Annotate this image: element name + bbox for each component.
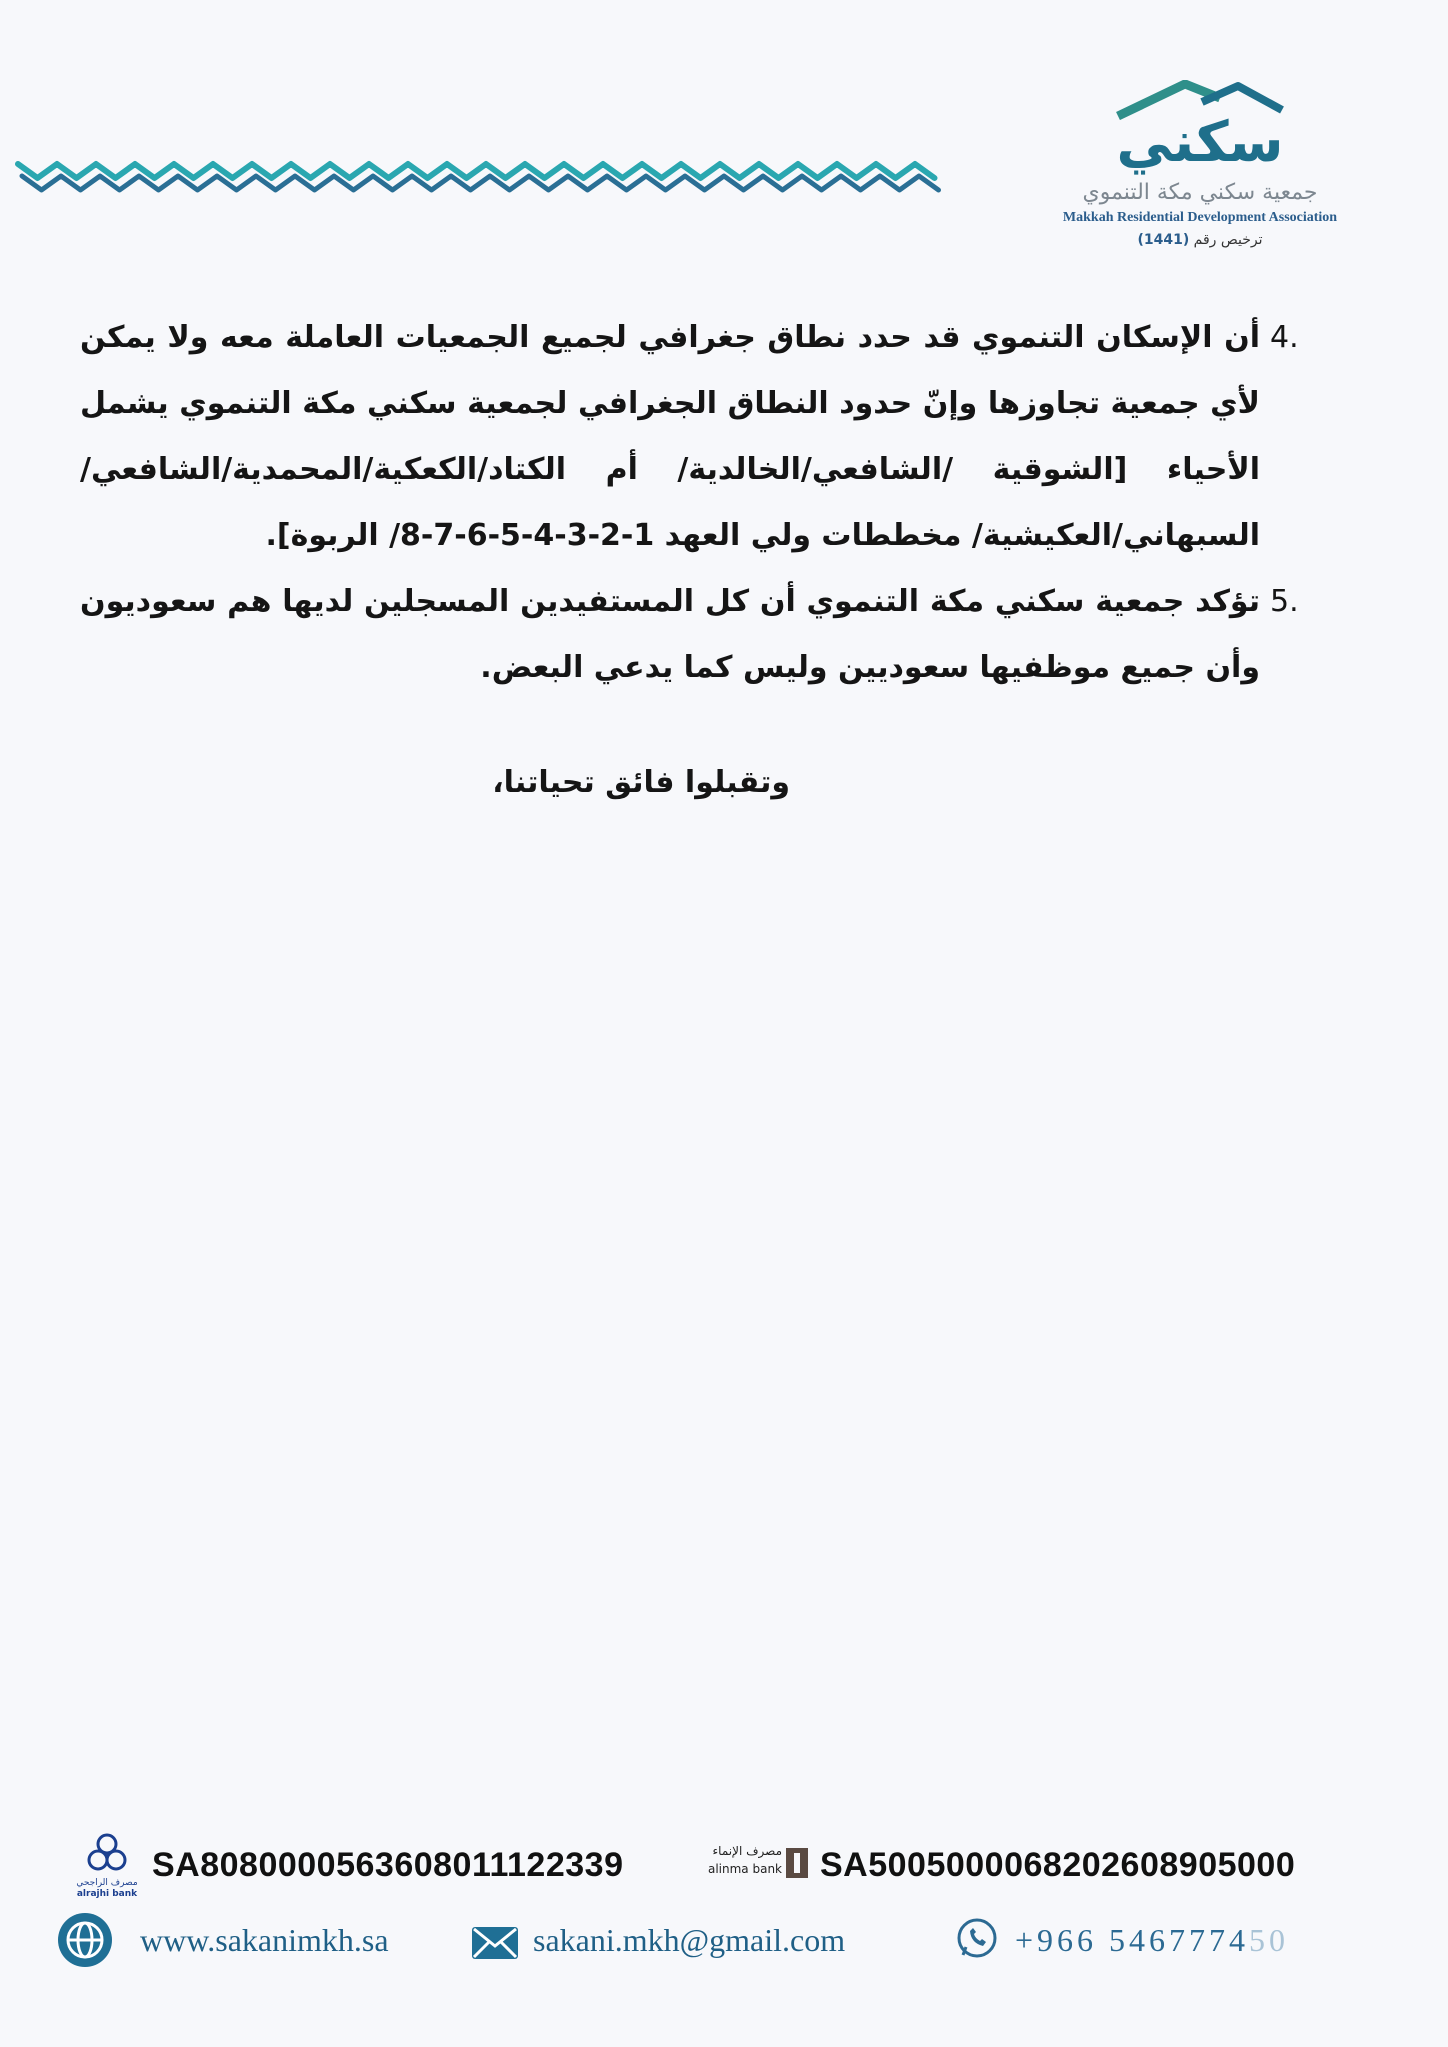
contact-row: [55, 1910, 1355, 1980]
alrajhi-emblem-icon: [72, 1832, 142, 1878]
alinma-name-en: alinma bank: [707, 1862, 782, 1876]
org-name-arabic: جمعية سكني مكة التنموي: [1082, 180, 1318, 205]
logo-brand-text: سكني: [1116, 110, 1284, 175]
org-name-english: Makkah Residential Development Association: [1062, 210, 1338, 225]
alinma-emblem-icon: [786, 1848, 808, 1878]
alrajhi-iban: SA8080000563608011122339: [152, 1846, 624, 1884]
association-logo: [1040, 80, 1360, 255]
alinma-bank-logo: [700, 1844, 810, 1888]
decorative-wave-border: [14, 158, 964, 198]
phone-number-main: +966 5467774: [1015, 1922, 1250, 1958]
email-link[interactable]: sakani.mkh@gmail.com: [533, 1922, 846, 1958]
item-number: 5.: [1270, 584, 1299, 619]
phone-number-faded: 50: [1249, 1922, 1290, 1958]
alinma-iban: SA5005000068202608905000: [820, 1846, 1296, 1884]
list-item: [80, 305, 1320, 569]
globe-icon: [55, 1910, 115, 1970]
alrajhi-name-en: alrajhi bank: [76, 1889, 138, 1899]
alinma-name-ar: مصرف الإنماء: [712, 1844, 782, 1858]
whatsapp-phone-icon: [955, 1910, 1000, 1970]
alrajhi-name-ar: مصرف الراجحي: [76, 1878, 138, 1888]
license-label: ترخيص رقم: [1193, 232, 1263, 248]
bank-accounts-row: [60, 1832, 1360, 1902]
item-text: تؤكد جمعية سكني مكة التنموي أن كل المستفيدين المسجلين لديها هم سعوديون وأن جميع موظفيها سعوديين وليس كما يدعي البعض.: [80, 584, 1260, 685]
list-item: [80, 569, 1320, 701]
alrajhi-bank-logo: [72, 1832, 142, 1900]
license-number: (1441): [1137, 232, 1190, 248]
phone-number[interactable]: [1015, 1922, 1289, 1959]
website-link[interactable]: www.sakanimkh.sa: [140, 1922, 389, 1958]
letter-body: [80, 305, 1320, 701]
item-number: 4.: [1270, 320, 1299, 355]
closing-greeting: وتقبلوا فائق تحياتنا،: [492, 765, 790, 800]
item-text: أن الإسكان التنموي قد حدد نطاق جغرافي لجميع الجمعيات العاملة معه ولا يمكن لأي جمعية تجاوزها وإنّ حدود النطاق الجغرافي لجمعية سكني مكة التنموي يشمل الأحياء [الشوقية /الشافعي/الخالدية/ أم الكتاد/الكعكية/المحمدية/الشافعي/السبهاني/العكيشية/ مخططات ولي العهد 1-2-3-4-5-6-7-8/ الربوة].: [80, 320, 1260, 553]
mail-icon: [470, 1910, 520, 1970]
license-line: [1040, 232, 1360, 248]
